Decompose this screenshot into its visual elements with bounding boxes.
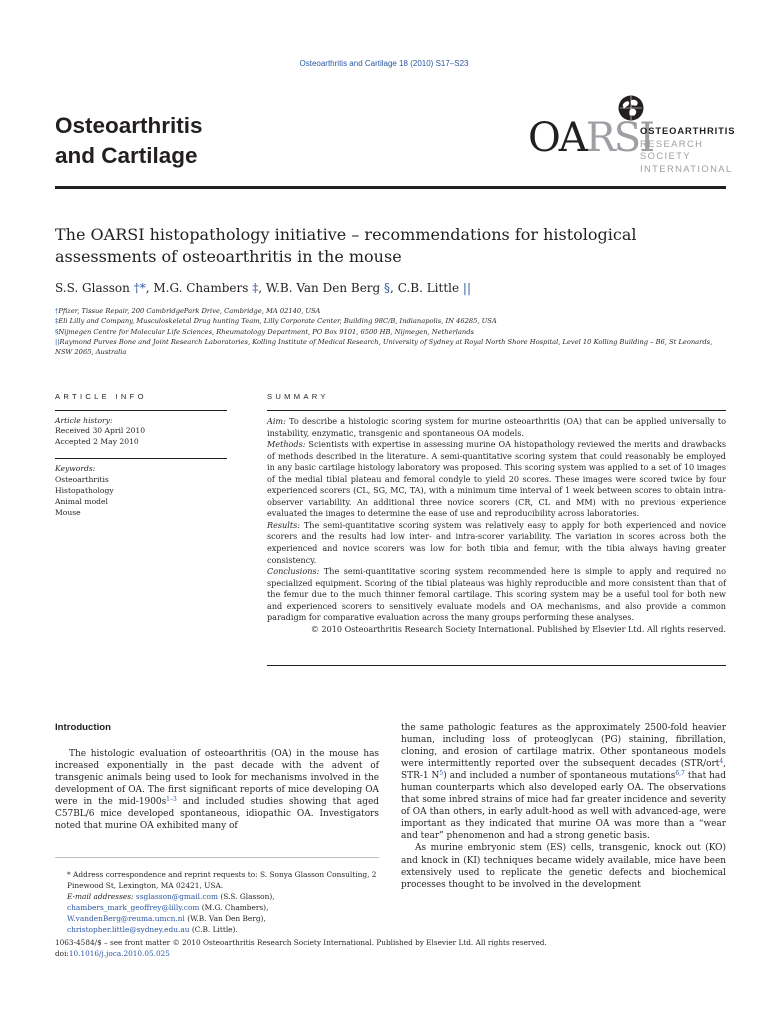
affiliation-symbol: ‡ <box>55 317 59 326</box>
affiliations <box>55 306 725 357</box>
methods-text: Scientists with expertise in assessing murine OA histopathology reviewed the merits and drawbacks of methods described in the literature. A semi-quantitative scoring system that could reasonably be employed in any basic cartilage histology laboratory was proposed. This scoring system was applied to a set of 10 images of the medial tibial plateau and femoral condyle to yield 20 scores. These images were scored twice by four experienced scorers (CL, SG, MC, TA), with a minimum time interval of 1 week between scores to obtain intra-observer variability. An additional three novice scorers (CR, CL and MM) with no previous experience evaluated the images to determine the ease of use and reproducibility across laboratories. <box>267 439 726 519</box>
accepted-date: Accepted 2 May 2010 <box>55 436 139 446</box>
logo-society-name <box>640 125 735 175</box>
intro-text: that had human counterparts which also developed early OA. The observations that some inbred strains of mice had far greater incidence and severity of OA than others, in early adult-hood as well with advanced-age, were important as they indicated that murine OA was more than a “wear and tear” phenomenon and had a strong genetic basis. <box>401 771 726 842</box>
keyword: Histopathology <box>55 486 114 495</box>
author-name: W.B. Van Den Berg <box>265 281 381 295</box>
footnote-star: * <box>67 870 71 879</box>
email-label: E-mail addresses: <box>67 892 134 901</box>
article-history-label: Article history: <box>55 416 113 425</box>
email-owner: (W.B. Van Den Berg), <box>184 914 266 923</box>
affiliation-symbol: || <box>55 337 60 346</box>
intro-paragraph: As murine embryonic stem (ES) cells, transgenic, knock out (KO) and knock in (KI) techniques became widely available, mice have been extensively used to replicate the genetic defects and biochemical processes thought to be involved in the development <box>401 843 726 890</box>
logo-line: INTERNATIONAL <box>640 162 733 174</box>
affiliation <box>55 306 725 316</box>
logo-line: RESEARCH SOCIETY <box>640 137 704 161</box>
journal-title <box>55 111 315 171</box>
summary-conclusions <box>267 566 726 624</box>
affiliation-text: Pfizer, Tissue Repair, 200 CambridgePark Drive, Cambridge, MA 02140, USA <box>58 307 321 315</box>
summary-aim <box>267 416 726 439</box>
summary-heading: SUMMARY <box>267 392 329 401</box>
correspondence-footnote <box>55 869 379 935</box>
intro-text: The histologic evaluation of osteoarthritis (OA) in the mouse has increased exponentially in the past decade with the advent of transgenic animals being used to look for mechanisms involved in the development of OA. The first significant reports of mice developing OA were in the mid-1900s <box>55 749 379 808</box>
header-rule <box>55 186 726 189</box>
logo-line: OSTEOARTHRITIS <box>640 125 736 136</box>
doi-label: doi: <box>55 949 69 959</box>
reference-link[interactable]: 4 <box>719 758 724 766</box>
footnote-rule <box>55 857 379 858</box>
author-list: S.S. Glasson †*, M.G. Chambers ‡, W.B. Van Den Berg §, C.B. Little || <box>55 281 472 295</box>
divider <box>55 458 227 459</box>
divider <box>55 410 227 411</box>
author-name: C.B. Little <box>397 281 460 295</box>
doi-line <box>55 948 547 959</box>
keyword: Osteoarthritis <box>55 475 109 484</box>
front-matter-text: 1063-4584/$ – see front matter © 2010 Osteoarthritis Research Society International. Published by Elsevier Ltd. All rights reserved. <box>55 938 547 947</box>
author-affiliation-link[interactable]: ‡ <box>252 281 259 295</box>
intro-left-column <box>55 748 379 832</box>
divider <box>267 665 726 666</box>
oarsi-logo <box>528 94 736 174</box>
logo-wordmark <box>528 114 653 162</box>
results-label: Results: <box>267 519 300 530</box>
journal-title-line: and Cartilage <box>55 143 198 168</box>
affiliation <box>55 327 725 337</box>
author-name: M.G. Chambers <box>153 281 249 295</box>
affiliation-symbol: § <box>55 327 59 336</box>
author-affiliation-link[interactable]: || <box>462 281 472 295</box>
author-affiliation-link[interactable]: § <box>384 281 391 295</box>
logo-rsi: RSI <box>585 115 654 161</box>
intro-text: and included studies showing that aged C57BL/6 mice developed spontaneous, idiopathic OA. Investigators noted that murine OA exhibited many of <box>55 797 379 832</box>
received-date: Received 30 April 2010 <box>55 426 146 436</box>
article-title: The OARSI histopathology initiative – recommendations for histological assessments of osteoarthritis in the mouse <box>55 225 637 266</box>
divider <box>267 410 726 411</box>
reference-link[interactable]: 6,7 <box>675 770 685 778</box>
keywords-label: Keywords: <box>55 464 96 473</box>
affiliation-text: Eli Lilly and Company, Musculoskeletal Drug hunting Team, Lilly Corporate Center, Building 98C/B, Indianapolis, IN 46285, USA <box>58 317 497 326</box>
affiliation-text: Nijmegen Centre for Molecular Life Sciences, Rheumatology Department, PO Box 9101, 6500 HB, Nijmegen, Netherlands <box>58 327 474 336</box>
email-owner: (C.B. Little). <box>189 925 238 934</box>
email-owner: (M.G. Chambers), <box>199 903 269 912</box>
affiliation-symbol: † <box>55 307 59 315</box>
intro-paragraph <box>401 722 726 842</box>
intro-text: , STR-1 N <box>401 759 726 782</box>
affiliation <box>55 337 725 358</box>
summary-results <box>267 520 726 566</box>
email-link[interactable]: W.vandenBerg@reuma.umcn.nl <box>67 914 185 923</box>
email-owner: (S.S. Glasson), <box>218 892 275 901</box>
keyword: Mouse <box>55 508 81 517</box>
intro-text: ) and included a number of spontaneous mutations <box>443 771 676 782</box>
reference-link[interactable]: 1–3 <box>166 796 177 804</box>
reference-link[interactable]: 5 <box>439 770 444 778</box>
aim-label: Aim: <box>267 416 286 426</box>
methods-label: Methods: <box>267 439 306 450</box>
introduction-heading: Introduction <box>55 722 111 733</box>
intro-right-column <box>401 722 726 891</box>
doi-link[interactable]: 10.1016/j.joca.2010.05.025 <box>68 949 170 959</box>
email-link[interactable]: christopher.little@sydney.edu.au <box>67 925 190 934</box>
conclusions-text: The semi-quantitative scoring system recommended here is simple to apply and required no specialized equipment. Scoring of the tibial plateaus was highly reproducible and more consistent than that of the femur due to the much thinner femoral cartilage. This scoring system may be a useful tool for both new and experienced scorers to sensitively evaluate models and OA mechanisms, and also provide a common paradigm for comparative evaluation across the many groups performing these analyses. <box>267 566 726 623</box>
conclusions-label: Conclusions: <box>267 566 320 577</box>
keywords <box>55 463 227 518</box>
logo-oa: OA <box>528 115 586 161</box>
front-matter <box>55 937 547 959</box>
author-name: S.S. Glasson <box>55 281 130 295</box>
email-link[interactable]: ssglasson@gmail.com <box>135 892 218 901</box>
summary-abstract <box>267 416 726 635</box>
summary-methods <box>267 439 726 520</box>
email-link[interactable]: chambers_mark_geoffrey@lilly.com <box>67 903 200 912</box>
copyright: © 2010 Osteoarthritis Research Society International. Published by Elsevier Ltd. All rights reserved. <box>310 623 726 634</box>
results-text: The semi-quantitative scoring system was relatively easy to apply for both experienced and novice scorers and the results had low inter- and intra-scorer variability. The variation in scores across both the experienced and novice scorers was low for both tibia and femur, with the tibia always having greater consistency. <box>267 519 726 565</box>
affiliation <box>55 316 725 326</box>
article-history <box>55 416 227 447</box>
affiliation-text: Raymond Purves Bone and Joint Research Laboratories, Kolling Institute of Medical Research, University of Sydney at Royal North Shore Hospital, Level 10 Kolling Building – B6, St Leonards, NSW 2065, Australia <box>55 337 713 357</box>
article-info-heading: ARTICLE INFO <box>55 392 147 401</box>
keyword: Animal model <box>55 497 108 506</box>
footnote-emails <box>55 891 379 935</box>
intro-text: the same pathologic features as the approximately 2500-fold heavier human, including loss of proteoglycan (PG) staining, fibrillation, cloning, and erosion of cartilage matrix. Other spontaneous models were intermittently reported over the subsequent decades (STR/ort <box>401 723 726 770</box>
journal-citation[interactable]: Osteoarthritis and Cartilage 18 (2010) S17–S23 <box>299 59 469 68</box>
aim-text: To describe a histologic scoring system for murine osteoarthritis (OA) that can be applied universally to instability, enzymatic, transgenic and spontaneous OA models. <box>267 416 726 438</box>
footnote-address-text: Address correspondence and reprint requests to: S. Sonya Glasson Consulting, 2 Pinewood St, Lexington, MA 02421, USA. <box>67 870 377 890</box>
author-affiliation-link[interactable]: †* <box>133 281 146 295</box>
footnote-address <box>55 869 379 891</box>
journal-title-line: Osteoarthritis <box>55 113 203 138</box>
